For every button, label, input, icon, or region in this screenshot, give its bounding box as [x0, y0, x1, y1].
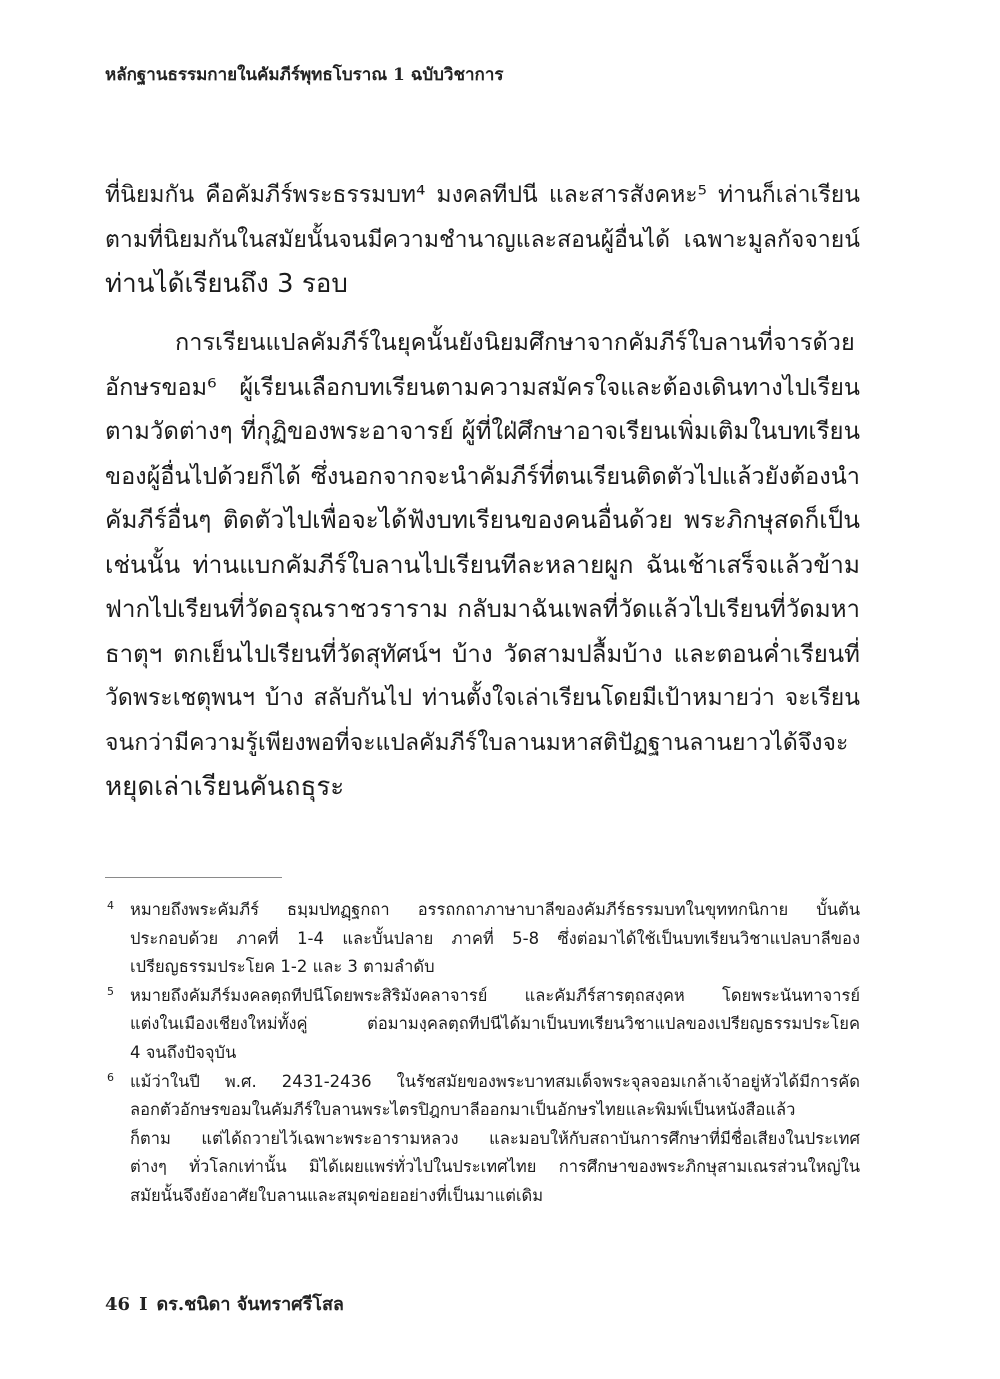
- footnote-line: หมายถึงพระคัมภีร์ ธมฺมปทฏฺฐกถา อรรถกถาภาษาบาลีของคัมภีร์ธรรมบทในขุททกนิกาย บั้นต้น: [130, 900, 860, 919]
- footnote-text: [130, 1068, 860, 1211]
- running-header: หลักฐานธรรมกายในคัมภีร์พุทธโบราณ 1 ฉบับวิชาการ: [105, 65, 504, 85]
- body-line: ตามที่นิยมกันในสมัยนั้นจนมีความชำนาญและสอนผู้อื่นได้ เฉพาะมูลกัจจายน์: [105, 226, 860, 253]
- footnote-line: สมัยนั้นจึงยังอาศัยใบลานและสมุดข่อยอย่างที่เป็นมาแต่เดิม: [130, 1185, 544, 1205]
- body-line: ฟากไปเรียนที่วัดอรุณราชวราราม กลับมาฉันเพลที่วัดแล้วไปเรียนที่วัดมหา: [105, 595, 860, 623]
- body-text: [105, 173, 860, 810]
- footnote-marker: 5: [107, 984, 114, 998]
- footnote-6: [105, 1068, 860, 1211]
- body-line: วัดพระเชตุพนฯ บ้าง สลับกันไป ท่านตั้งใจเล่าเรียนโดยมีเป้าหมายว่า จะเรียน: [105, 685, 860, 711]
- body-line: ตามวัดต่างๆ ที่กุฏิของพระอาจารย์ ผู้ที่ใฝ่ศึกษาอาจเรียนเพิ่มเติมในบทเรียน: [105, 417, 860, 445]
- body-line: คัมภีร์อื่นๆ ติดตัวไปเพื่อจะได้ฟังบทเรียนของคนอื่นด้วย พระภิกษุสดก็เป็น: [105, 505, 860, 534]
- body-line: จนกว่ามีความรู้เพียงพอที่จะแปลคัมภีร์ใบลานมหาสติปัฏฐานลานยาวได้จึงจะ: [105, 729, 849, 756]
- body-line: การเรียนแปลคัมภีร์ในยุคนั้นยังนิยมศึกษาจากคัมภีร์ใบลานที่จารด้วย: [175, 328, 855, 356]
- body-line: ของผู้อื่นไปด้วยก็ได้ ซึ่งนอกจากจะนำคัมภีร์ที่ตนเรียนติดตัวไปแล้วยังต้องนำ: [105, 461, 860, 490]
- footnote-line: แต่งในเมืองเชียงใหม่ทั้งคู่ ต่อมามงฺคลตฺถทีปนีได้มาเป็นบทเรียนวิชาแปลของเปรียญธรรมประโยค: [130, 1014, 860, 1034]
- footnotes: [105, 896, 860, 1211]
- author-name: ดร.ชนิดา จันทราศรีโสล: [156, 1294, 344, 1315]
- page-number: 46: [105, 1294, 131, 1315]
- body-line: ที่นิยมกัน คือคัมภีร์พระธรรมบท⁴ มงคลทีปนี และสารสังคหะ⁵ ท่านก็เล่าเรียน: [105, 182, 860, 208]
- footnote-line: เปรียญธรรมประโยค 1-2 และ 3 ตามลำดับ: [130, 957, 435, 977]
- footnote-text: [130, 982, 860, 1068]
- footnote-text: [130, 896, 860, 982]
- body-line: ท่านได้เรียนถึง 3 รอบ: [105, 269, 348, 299]
- footnote-divider: [105, 877, 282, 878]
- paragraph-2: [105, 320, 860, 810]
- paragraph-1: [105, 173, 860, 307]
- footnote-line: 4 จนถึงปัจจุบัน: [130, 1042, 237, 1062]
- body-line: เช่นนั้น ท่านแบกคัมภีร์ใบลานไปเรียนทีละหลายผูก ฉันเช้าเสร็จแล้วข้าม: [105, 549, 860, 579]
- body-line: ธาตุฯ ตกเย็นไปเรียนที่วัดสุทัศน์ฯ บ้าง วัดสามปลื้มบ้าง และตอนค่ำเรียนที่: [105, 639, 860, 668]
- footnote-line: ลอกตัวอักษรขอมในคัมภีร์ใบลานพระไตรปิฎกบาลีออกมาเป็นอักษรไทยและพิมพ์เป็นหนังสือแล้ว: [130, 1100, 796, 1120]
- footnote-marker: 6: [107, 1070, 114, 1084]
- footnote-5: [105, 982, 860, 1068]
- footnote-line: ต่างๆ ทั่วโลกเท่านั้น มิได้เผยแพร่ทั่วไปในประเทศไทย การศึกษาของพระภิกษุสามเณรส่วนใหญ่ใน: [130, 1157, 860, 1177]
- page-footer: [105, 1292, 344, 1318]
- footnote-line: แม้ว่าในปี พ.ศ. 2431-2436 ในรัชสมัยของพระบาทสมเด็จพระจุลจอมเกล้าเจ้าอยู่หัวได้มีการคัด: [130, 1071, 860, 1091]
- footnote-marker: 4: [107, 899, 114, 912]
- footnote-line: ประกอบด้วย ภาคที่ 1-4 และบั้นปลาย ภาคที่ 5-8 ซึ่งต่อมาได้ใช้เป็นบทเรียนวิชาแปลบาลีของ: [130, 928, 860, 948]
- body-line: อักษรขอม⁶ ผู้เรียนเลือกบทเรียนตามความสมัครใจและต้องเดินทางไปเรียน: [105, 372, 860, 401]
- body-line: หยุดเล่าเรียนคันถธุระ: [105, 772, 345, 802]
- footnote-line: ก็ตาม แต่ได้ถวายไว้เฉพาะพระอารามหลวง และมอบให้กับสถาบันการศึกษาที่มีชื่อเสียงในประเทศ: [130, 1128, 860, 1148]
- footnote-line: หมายถึงคัมภีร์มงคลตฺถทีปนีโดยพระสิริมังคลาจารย์ และคัมภีร์สารตฺถสงฺคห โดยพระนันทาจารย์: [130, 985, 860, 1005]
- footer-separator: I: [139, 1294, 148, 1315]
- footnote-4: [105, 896, 860, 982]
